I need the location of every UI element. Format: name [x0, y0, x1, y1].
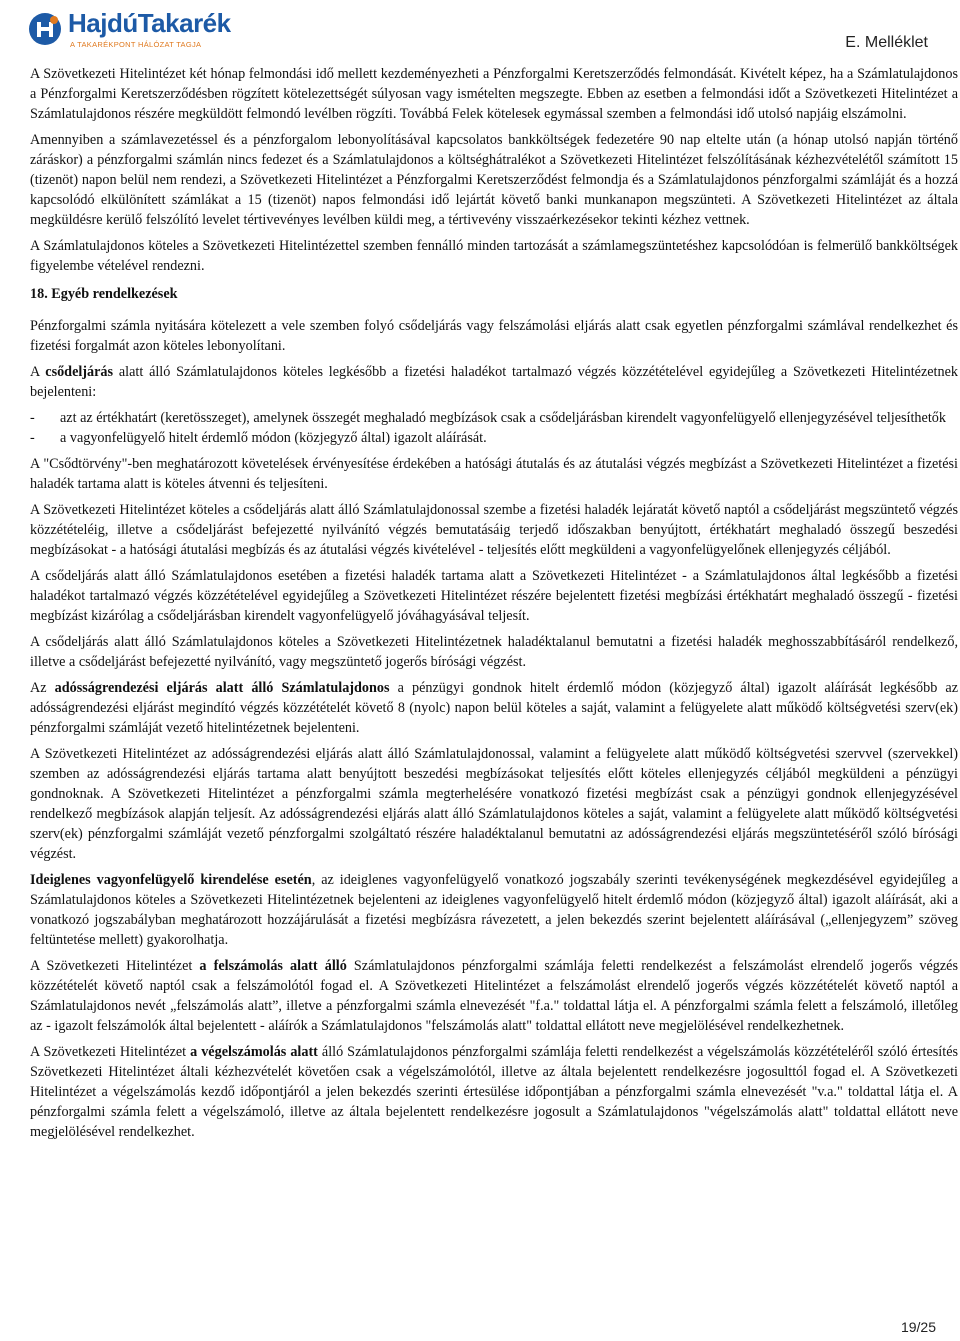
paragraph-settlement-obligation: A Számlatulajdonos köteles a Szövetkezeti Hitelintézettel szemben fennálló minden tartozását a számlamegszüntetéshez kapcsolódóan is felmerülő bankköltségek figyelembe vételével rendezni.: [30, 238, 958, 274]
paragraph-financial-trustee: A Szövetkezeti Hitelintézet az adósságrendezési eljárás alatt álló Számlatulajdonossal, valamint a felügyelete alatt működő költségvetési szervvel (szervekkel) szemben az adósságrendezési eljárás tartama alatt benyújtott beszedési megbízásokat teljesítés előtt köteles ellenjegyzés céljából megküldeni a pénzügyi gondnoknak. A Szövetkezeti Hitelintézet a pénzforgalmi számla megterhelésére vonatkozó fizetési megbízást csak a pénzügyi gondnok ellenjegyzésével rendelkező megbízások alapján teljesít. Az adósságrendezési eljárás alatt álló Számlatulajdonos köteles a saját, valamint a felügyelete alatt működő költségvetési szerv(ek) pénzforgalmi számláját vezető pénzforgalmi szolgáltató részére haladéktalanul bemutatni az adósságrendezési eljárás megszüntetéséről szóló bírósági végzést.: [30, 746, 958, 862]
paragraph-debt-settlement: Az adósságrendezési eljárás alatt álló Számlatulajdonos a pénzügyi gondnok hitelt érdemlő módon (közjegyző által) igazolt aláírását legkésőbb az adósságrendezési eljárást megindító végzés közzétételét követő 8 (nyolc) napon belül köteles a saját, valamint a felügyelete alatt működő költségvetési szerv(ek) pénzforgalmi számláját vezető hitelintézetnek bejelenteni.: [30, 680, 958, 736]
paragraph-court-order: A csődeljárás alatt álló Számlatulajdonos köteles a Szövetkezeti Hitelintézetnek haladéktalanul bemutatni a fizetési haladék meghosszabbításáról rendelkező, illetve a csődeljárást befejezetté nyilvánító, vagy megszüntető jogerős bírósági végzést.: [30, 634, 958, 670]
document-body: [30, 64, 958, 1148]
page-number: 19/25: [900, 1319, 936, 1335]
paragraph-bankruptcy-notification: A csődeljárás alatt álló Számlatulajdonos köteles legkésőbb a fizetési haladékot tartalmazó végzés közzétételével egyidejűleg a Szövetkezeti Hitelintézetnek bejelenteni:: [30, 364, 958, 400]
paragraph-liquidation: A Szövetkezeti Hitelintézet a felszámolás alatt álló Számlatulajdonos pénzforgalmi számlája feletti rendelkezést a felszámolást elrendelő jogerős végzés közzétételét követő naptól csak a felszámolótól fogad el. A Szövetkezeti Hitelintézet a felszámolást elrendelő jogerős végzés közzétételét követő naptól a Számlatulajdonos nevét „felszámolás alatt”, illetve a pénzforgalmi számla elnevezését "f.a." toldattal látja el. A pénzforgalmi számla felett a felszámoló, illetőleg az - igazolt felszámolók által bejelentett - aláírók a Számlatulajdonos "felszámolás alatt" toldattal ellátott neve megjelölésével rendelkezhetnek.: [30, 958, 959, 1034]
paragraph-payment-deferral: A csődeljárás alatt álló Számlatulajdonos esetében a fizetési haladék tartama alatt a Szövetkezeti Hitelintézet - a Számlatulajdonos által legkésőbb a fizetési haladékot tartalmazó végzés közzétételével egyidejűleg a Szövetkezeti Hitelintézet részére bejelentett fizetési megbízási értékhatárt meghaladó összegű - fizetési megbízást kizárólag a csődeljárásban kirendelt vagyonfelügyelő jóváhagyásával teljesít.: [30, 568, 958, 624]
logo-emblem-icon: [28, 12, 62, 46]
logo-tagline: A TAKARÉKPONT HÁLÓZAT TAGJA: [70, 40, 202, 49]
paragraph-single-account: Pénzforgalmi számla nyitására kötelezett a vele szemben folyó csődeljárás vagy felszámolási eljárás alatt csak egyetlen pénzforgalmi számlával rendelkezhet és fizetési forgalmát azon köteles lebonyolítani.: [30, 318, 958, 354]
list-item: - azt az értékhatárt (keretösszeget), amelynek összegét meghaladó megbízások csak a csődeljárásban kirendelt vagyonfelügyelő ellenjegyzésével teljesíthetők: [30, 410, 946, 426]
logo-wordmark: HajdúTakarék: [68, 8, 231, 38]
paragraph-termination-notice: A Szövetkezeti Hitelintézet két hónap felmondási idő mellett kezdeményezheti a Pénzforgalmi Keretszerződés felmondását. Kivételt képez, ha a Számlatulajdonos a Pénzforgalmi Keretszerződésben rögzített kötelezettségét súlyosan vagy ismételten megszegte. Ebben az esetben a felmondási időt a Szövetkezeti Hitelintézet a Számlatulajdonos részére megküldött felmondó levélben rögzíti. Továbbá Felek kötelesek egymással szemben a felmondási idő utolsó napjáig elszámolni.: [30, 66, 958, 122]
paragraph-voluntary-liquidation: A Szövetkezeti Hitelintézet a végelszámolás alatt álló Számlatulajdonos pénzforgalmi számlája feletti rendelkezést a végelszámolás közzétételéről szóló értesítés Szövetkezeti Hitelintézet általi kézhezvételét követően csak a végelszámolótól, illetve az általa bejelentett rendelkezésre jogosulttól fogad el. A Szövetkezeti Hitelintézet a végelszámolás kezdő időpontjáról a jelen bekezdés szerinti értesülése időpontjában a pénzforgalmi számla elnevezését "v.a." toldattal látja el. A pénzforgalmi számla felett a végelszámoló, illetve az általa bejelentett rendelkezésre jogosult a Számlatulajdonos "végelszámolás alatt" toldattal ellátott neve megjelölésével rendelkezhet.: [30, 1044, 959, 1140]
paragraph-collection-orders: A Szövetkezeti Hitelintézet köteles a csődeljárás alatt álló Számlatulajdonossal szembe a fizetési haladék lejáratát követő naptól a csődeljárást megszüntető végzés közzétételéig, illetve a csődeljárást befejezetté nyilvánító végzés bemutatásáig terjedő időszakban benyújtott, értékhatárt meghaladó összegű beszedési megbízásokat - a hatósági átutalási megbízás és az átutalási végzés kivételével - teljesítés előtt megküldeni a vagyonfelügyelőnek ellenjegyzés céljából.: [30, 502, 958, 558]
section-heading-18: 18. Egyéb rendelkezések: [30, 286, 178, 302]
annex-label: E. Melléklet: [845, 34, 928, 51]
list-item: - a vagyonfelügyelő hitelt érdemlő módon (közjegyző által) igazolt aláírását.: [30, 430, 487, 446]
paragraph-bankruptcy-law: A "Csődtörvény"-ben meghatározott követelések érvényesítése érdekében a hatósági átutalás és az átutalási végzés megbízást a Szövetkezeti Hitelintézet a fizetési haladék tartama alatt is köteles átvenni és teljesíteni.: [30, 456, 958, 492]
hajdu-takarek-logo: [28, 8, 231, 56]
paragraph-cost-arrears: Amennyiben a számlavezetéssel és a pénzforgalom lebonyolításával kapcsolatos bankköltségek fedezetére 90 nap eltelte után (a hónap utolsó napján történő záráskor) a pénzforgalmi számlán nincs fedezet és a Számlatulajdonos a költséghátralékot a Szövetkezeti Hitelintézet felszólításának kézhezvételétől számított 15 (tizenöt) napon belül nem rendezi, a Szövetkezeti Hitelintézet a Pénzforgalmi Keretszerződést felmondja és a Számlatulajdonos pénzforgalmi számláját és a hozzá kapcsolódó elkülönített számlákat a 15 (tizenöt) napos felmondási idő lejártát követő banki munkanapon megszünteti. A Szövetkezeti Hitelintézet az általa megküldésre kerülő felszólító levelet tértivevényes levélben küldi meg, a tértivevény visszaérkezésekor tekinti kézhez vettnek.: [30, 132, 958, 228]
paragraph-temporary-supervisor: Ideiglenes vagyonfelügyelő kirendelése esetén, az ideiglenes vagyonfelügyelő vonatkozó jogszabály szerinti tevékenységének megkezdésével egyidejűleg a Számlatulajdonos köteles a Szövetkezeti Hitelintézetnek bejelenteni az ideiglenes vagyonfelügyelő hitelt érdemlő módon (közjegyző által) igazolt aláírását, aki a vonatkozó jogszabályban meghatározott hozzájárulását a fizetési megbízásra rávezetett, a jelen bekezdés szerint bejelentett aláírásával („ellenjegyzem” szöveg feltüntetése mellett) gyakorolhatja.: [30, 872, 958, 948]
